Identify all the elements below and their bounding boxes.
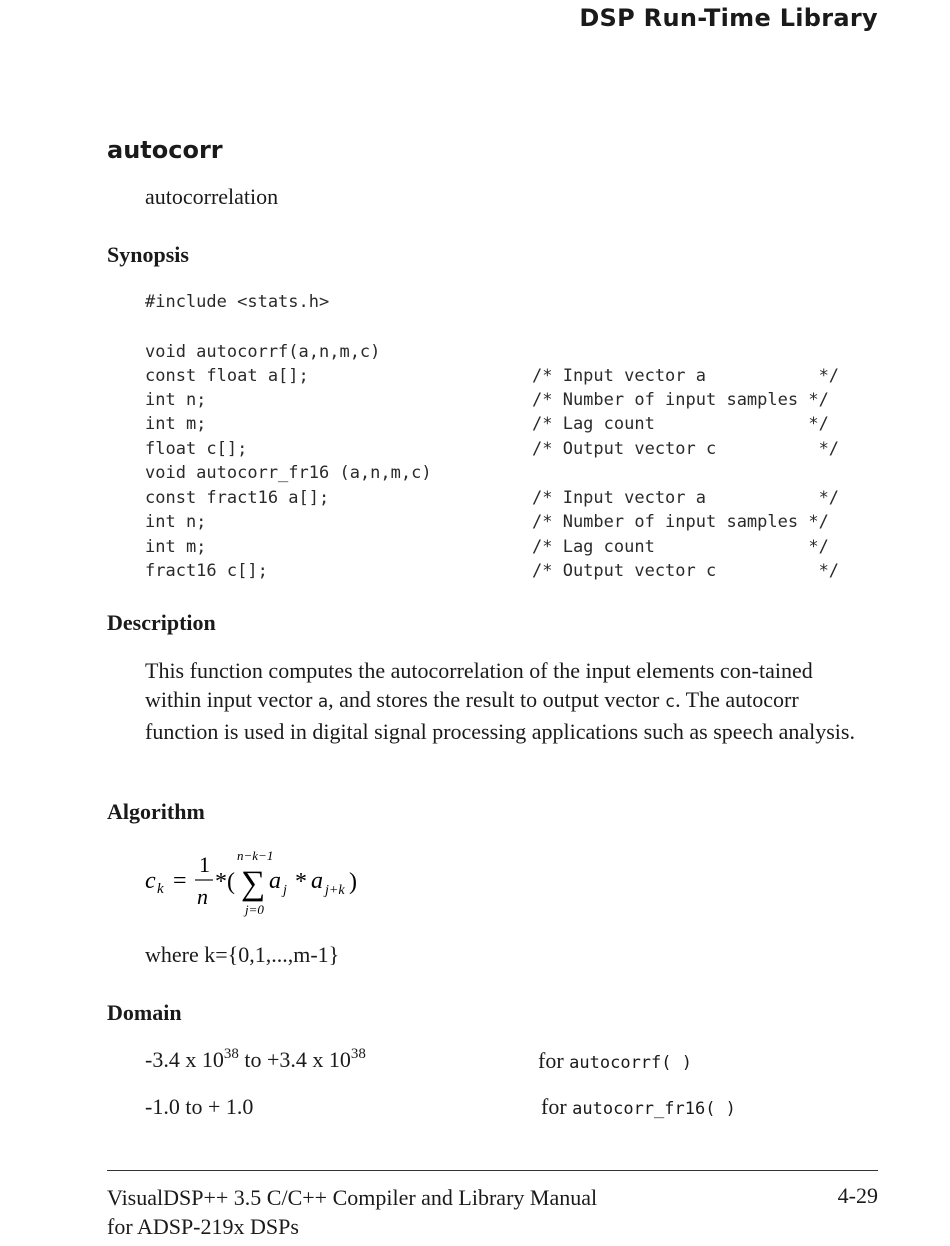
formula-eq: = [173,868,187,894]
page-number: 4-29 [837,1183,878,1208]
description-text: This function computes the autocorrelation of the input elements con-tained within input vector [145,658,813,712]
code-comment: /* Output vector c */ [532,439,840,459]
formula-c: c [145,868,156,894]
code-comment: /* Input vector a */ [532,366,840,386]
formula-c-sub: k [157,881,164,897]
code-comment: /* Input vector a */ [532,488,840,508]
code-line: int n; [145,512,207,532]
for-word: for [538,1048,570,1073]
code-line: fract16 c[]; [145,561,268,581]
description-paragraph [145,656,870,746]
range-text: -1.0 to + 1.0 [145,1094,254,1119]
formula-close: ) [349,869,357,895]
footer-manual-title [107,1183,597,1241]
domain-range-float [145,1046,366,1073]
domain-for-float [538,1048,692,1074]
code-comment: /* Output vector c */ [532,561,840,581]
for-word: for [541,1094,573,1119]
formula-a1-sub: j [283,883,287,898]
code-comment: /* Lag count */ [532,537,829,557]
domain-func: autocorrf( ) [569,1053,692,1073]
range-text: -3.4 x 10 [145,1047,224,1072]
running-header: DSP Run-Time Library [579,4,878,32]
description-text: . The autocorr function is used in digital signal processing applications such as speech analysis. [145,687,855,744]
code-line: const float a[]; [145,366,309,386]
sigma-symbol: ∑ [241,865,266,902]
range-exponent: 38 [350,1046,366,1062]
code-comment: /* Number of input samples */ [532,512,829,532]
code-line: int m; [145,414,207,434]
range-exponent: 38 [223,1046,239,1062]
code-line: void autocorrf(a,n,m,c) [145,342,381,362]
code-line: const fract16 a[]; [145,488,330,508]
code-comment: /* Lag count */ [532,414,829,434]
algorithm-where: where k={0,1,...,m-1} [145,942,340,967]
domain-heading: Domain [107,1000,182,1025]
formula-a2-sub: j+k [325,883,345,898]
code-comment: /* Number of input samples */ [532,390,829,410]
footer-title-line: VisualDSP++ 3.5 C/C++ Compiler and Library Manual [107,1185,598,1210]
formula-num: 1 [199,852,210,877]
domain-func: autocorr_fr16( ) [572,1099,736,1119]
code-include: #include <stats.h> [145,292,330,312]
algorithm-heading: Algorithm [107,799,205,824]
sum-lower: j=0 [245,902,264,917]
formula-star: *( [215,869,235,895]
range-text: to +3.4 x 10 [238,1047,351,1072]
formula-a2: a [311,868,323,894]
description-text: , and stores the result to output vector [328,687,665,712]
code-line: int m; [145,537,207,557]
domain-range-fract [145,1094,253,1120]
code-line: float c[]; [145,439,248,459]
code-line: void autocorr_fr16 (a,n,m,c) [145,463,432,483]
formula-mult: * [295,869,307,895]
formula-den: n [197,884,208,909]
autocorrelation-formula [145,848,385,920]
function-summary: autocorrelation [145,184,279,209]
sum-upper: n−k−1 [237,848,274,863]
footer-rule [107,1170,878,1171]
code-line: int n; [145,390,207,410]
code-var-c: c [664,692,676,712]
domain-for-fract [541,1094,736,1120]
formula-a1: a [269,868,281,894]
synopsis-heading: Synopsis [107,242,189,267]
function-title: autocorr [107,136,223,164]
code-var-a: a [317,692,329,712]
footer-title-line: for ADSP-219x DSPs [107,1214,299,1239]
description-heading: Description [107,610,216,635]
